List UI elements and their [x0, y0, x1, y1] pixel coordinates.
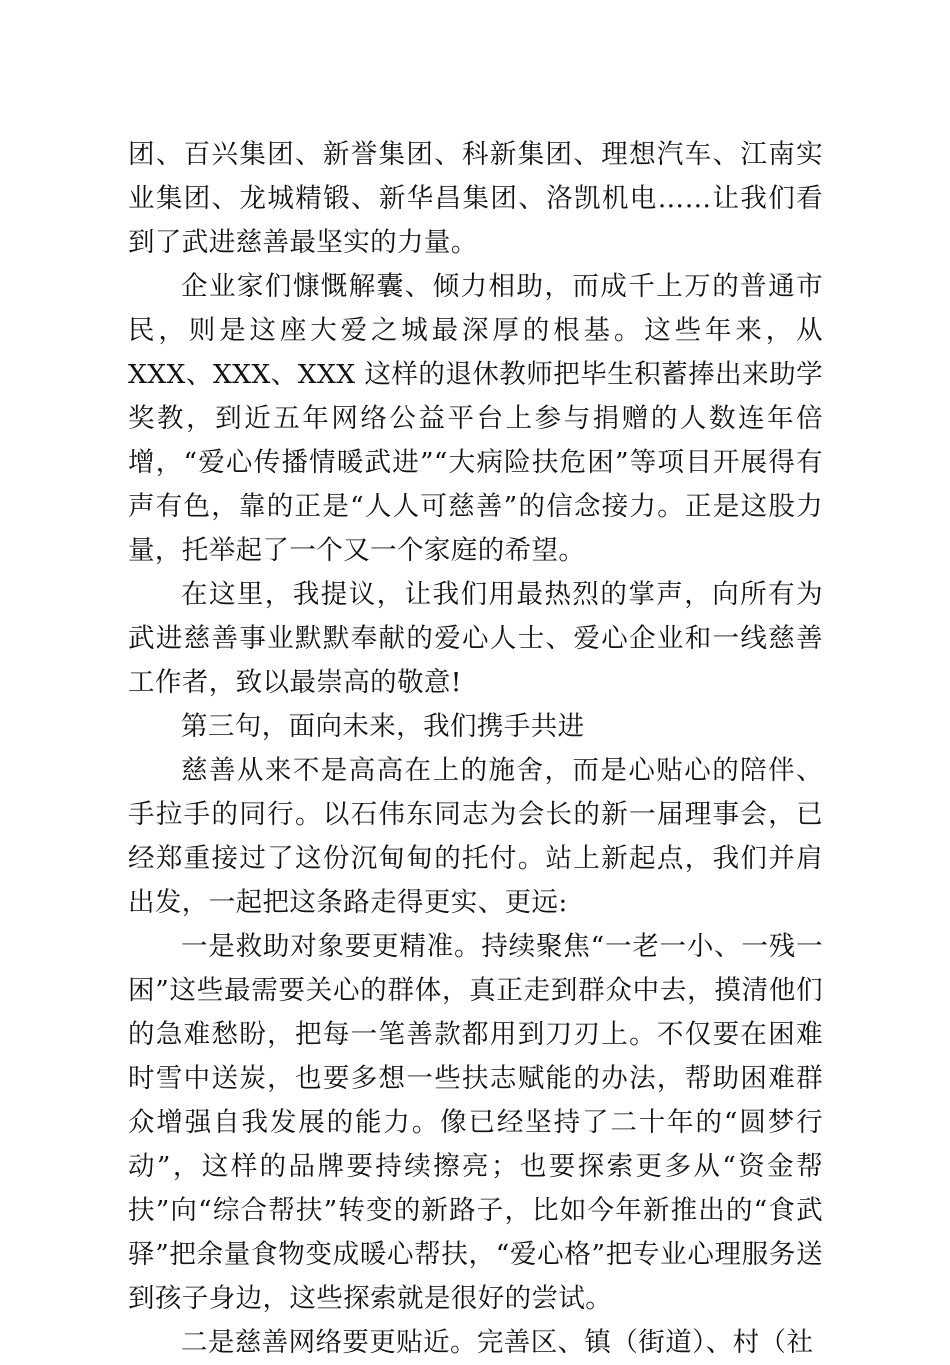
paragraph-enterprise-list: 团、百兴集团、新誉集团、科新集团、理想汽车、江南实业集团、龙城精锻、新华昌集团、洛凯机电……让我们看到了武进慈善最坚实的力量。: [128, 139, 823, 258]
paragraph-future: 慈善从来不是高高在上的施舍，而是心贴心的陪伴、手拉手的同行。以石伟东同志为会长的新一届理事会，已经郑重接过了这份沉甸甸的托付。站上新起点，我们并肩出发，一起把这条路走得更实、更远:: [128, 755, 823, 918]
paragraph-applause: 在这里，我提议，让我们用最热烈的掌声，向所有为武进慈善事业默默奉献的爱心人士、爱心企业和一线慈善工作者，致以最崇高的敬意!: [128, 579, 823, 698]
paragraph-citizens: 企业家们慷慨解囊、倾力相助，而成千上万的普通市民，则是这座大爱之城最深厚的根基。这些年来，从 XXX、XXX、XXX 这样的退休教师把毕生积蓄捧出来助学奖教，到近五年网络公益平台上参与捐赠的人数连年倍增，“爱心传播情暖武进”“大病险扶危困”等项目开展得有声有色，靠的正是“人人可慈善”的信念接力。正是这股力量，托举起了一个又一个家庭的希望。: [128, 271, 823, 566]
paragraph-point-one: 一是救助对象要更精准。持续聚焦“一老一小、一残一困”这些最需要关心的群体，真正走到群众中去，摸清他们的急难愁盼，把每一笔善款都用到刀刃上。不仅要在困难时雪中送炭，也要多想一些扶志赋能的办法，帮助困难群众增强自我发展的能力。像已经坚持了二十年的“圆梦行动”，这样的品牌要持续擦亮；也要探索更多从“资金帮扶”向“综合帮扶”转变的新路子，比如今年新推出的“食武驿”把余量食物变成暖心帮扶，“爱心格”把专业心理服务送到孩子身边，这些探索就是很好的尝试。: [128, 931, 823, 1314]
document-body: [128, 133, 823, 1365]
section-heading-third: 第三句，面向未来，我们携手共进: [181, 711, 585, 742]
paragraph-point-two: 二是慈善网络要更贴近。完善区、镇（街道）、村（社: [181, 1327, 814, 1358]
